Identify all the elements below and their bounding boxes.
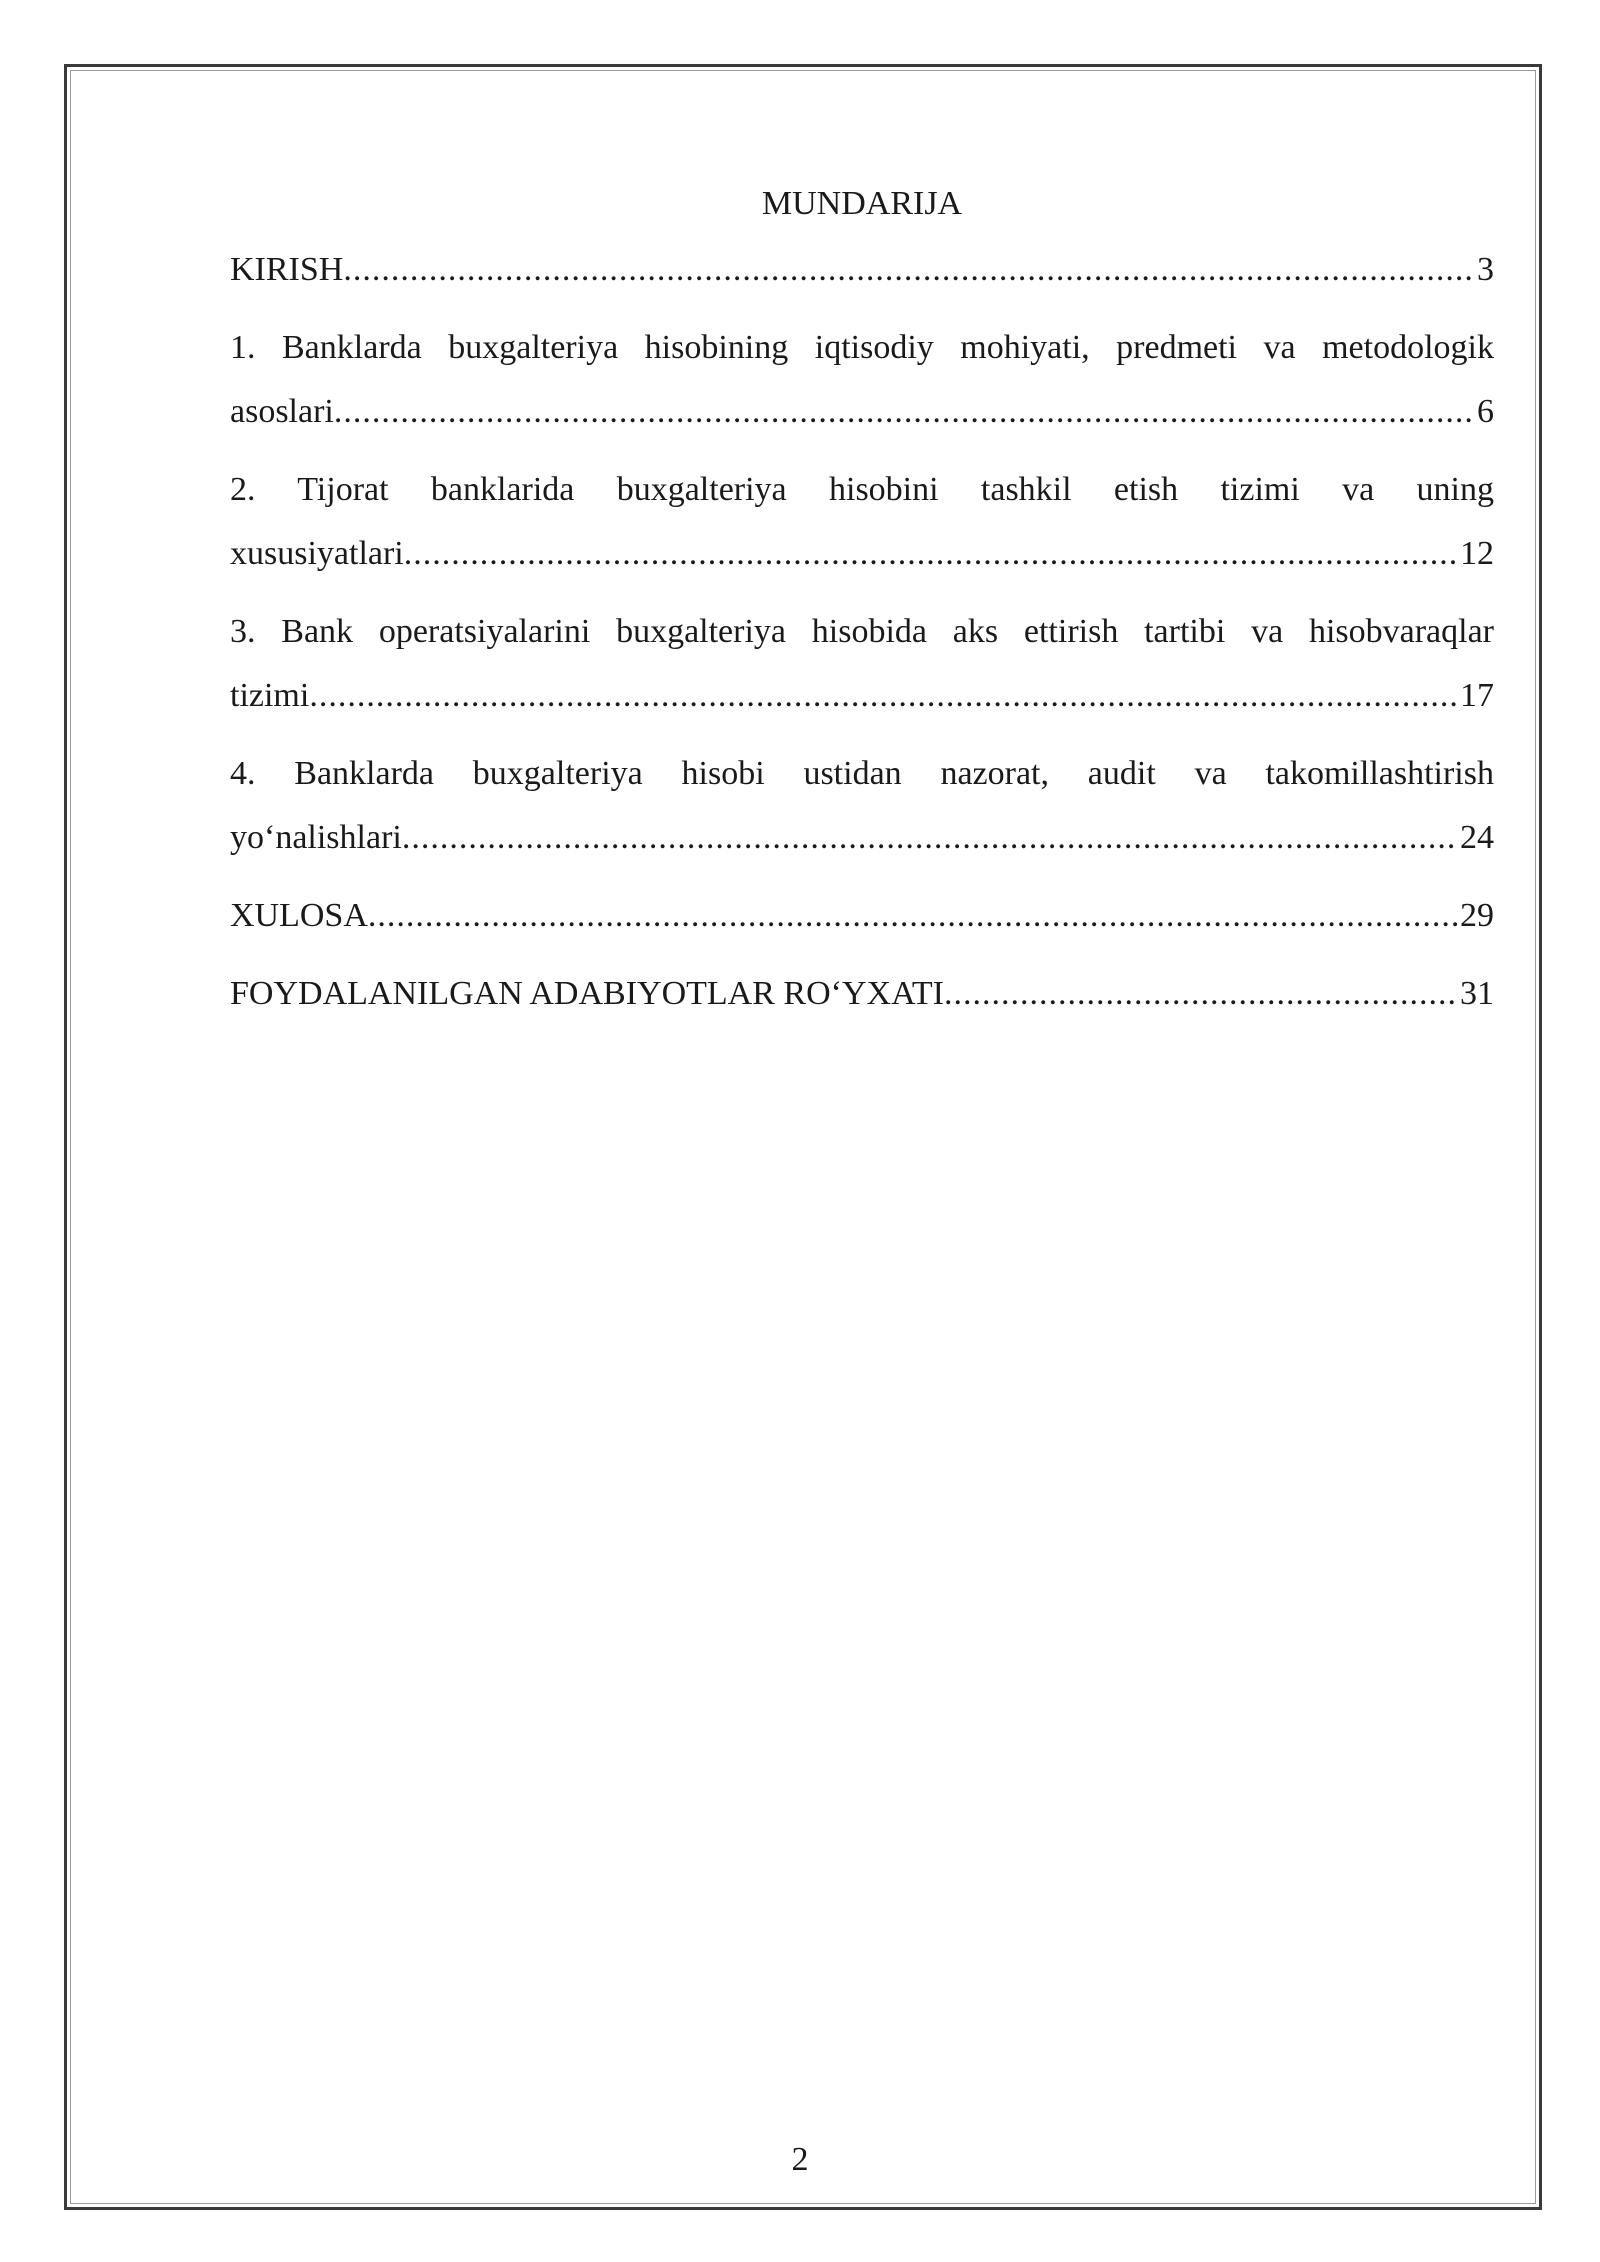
toc-entry-text: asoslari xyxy=(230,393,334,430)
toc-entry-page: 24 xyxy=(1460,819,1494,856)
toc-entry-text: xususiyatlari xyxy=(230,535,404,572)
toc-entry-line xyxy=(230,884,1494,948)
toc-entry-kirish[interactable] xyxy=(230,238,1494,302)
toc-entry-page: 6 xyxy=(1477,393,1494,430)
table-of-contents xyxy=(230,178,1494,1040)
toc-entry-chapter-1[interactable] xyxy=(230,316,1494,444)
toc-entry-xulosa[interactable] xyxy=(230,884,1494,948)
page-number: 2 xyxy=(791,2141,809,2178)
dot-leader xyxy=(404,522,1458,586)
toc-entry-references[interactable] xyxy=(230,962,1494,1026)
toc-entry-chapter-4[interactable] xyxy=(230,742,1494,870)
toc-entry-line xyxy=(230,664,1494,728)
toc-entry-text: FOYDALANILGAN ADABIYOTLAR RO‘YXATI xyxy=(230,975,944,1012)
toc-entry-line xyxy=(230,806,1494,870)
dot-leader xyxy=(334,380,1475,444)
toc-entry-text: yo‘nalishlari xyxy=(230,819,402,856)
toc-entry-text: KIRISH xyxy=(230,251,344,288)
toc-entry-page: 12 xyxy=(1460,535,1494,572)
toc-entry-text: 3. Bank operatsiyalarini buxgalteriya hisobida aks ettirish tartibi va hisobvaraqlar xyxy=(230,613,1494,650)
toc-entry-text: 4. Banklarda buxgalteriya hisobi ustidan nazorat, audit va takomillashtirish xyxy=(230,755,1494,792)
dot-leader xyxy=(944,962,1458,1026)
dot-leader xyxy=(309,664,1458,728)
toc-entry-line xyxy=(230,238,1494,302)
dot-leader xyxy=(368,884,1458,948)
toc-entry-page: 29 xyxy=(1460,897,1494,934)
toc-entry-line xyxy=(230,380,1494,444)
toc-entry-page: 17 xyxy=(1460,677,1494,714)
toc-entry-line xyxy=(230,522,1494,586)
toc-entry-text: 2. Tijorat banklarida buxgalteriya hisobini tashkil etish tizimi va uning xyxy=(230,471,1494,508)
toc-title: MUNDARIJA xyxy=(761,185,963,222)
dot-leader xyxy=(402,806,1458,870)
toc-entry-line xyxy=(230,962,1494,1026)
toc-entry-text: XULOSA xyxy=(230,897,368,934)
toc-entry-page: 3 xyxy=(1477,251,1494,288)
dot-leader xyxy=(343,238,1475,302)
toc-entry-text: tizimi xyxy=(230,677,310,714)
toc-entry-page: 31 xyxy=(1460,975,1494,1012)
toc-entry-chapter-3[interactable] xyxy=(230,600,1494,728)
toc-entry-text: 1. Banklarda buxgalteriya hisobining iqtisodiy mohiyati, predmeti va metodologik xyxy=(230,329,1494,366)
toc-entry-chapter-2[interactable] xyxy=(230,458,1494,586)
